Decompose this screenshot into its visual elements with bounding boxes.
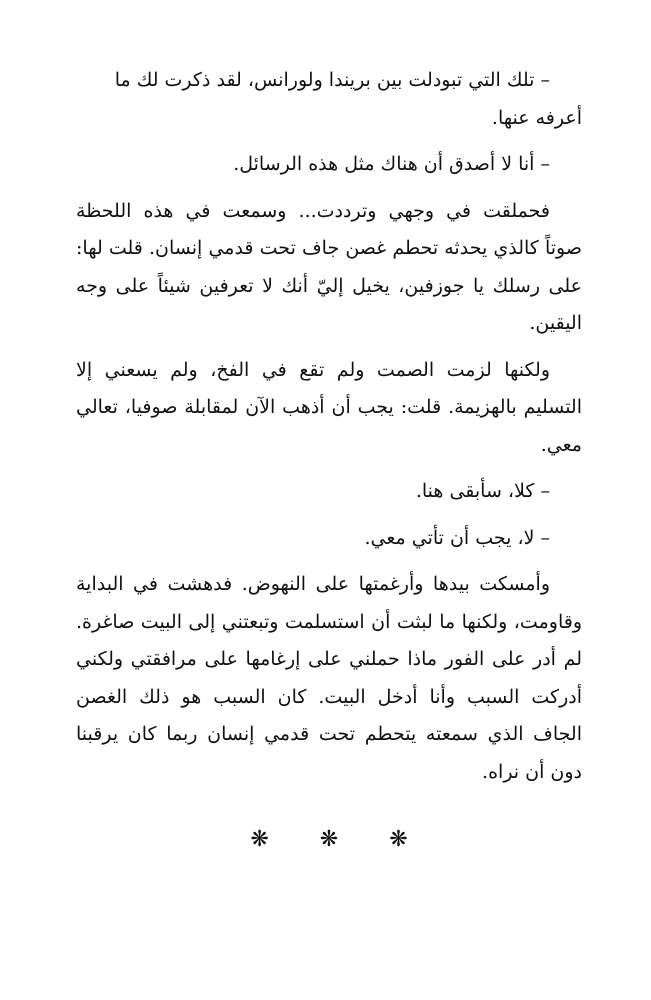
paragraph-1: – تلك التي تبودلت بين بريندا ولورانس، لقد ذكرت لك ما أعرفه عنها. xyxy=(114,69,582,129)
paragraph-3: فحملقت في وجهي وترددت... وسمعت في هذه اللحظة صوتاً كالذي يحدثه تحطم غصن جاف تحت قدمي إنسان. قلت لها: على رسلك يا جوزفين، يخيل إليّ أنك لا تعرفين شيئاً على وجه اليقين. xyxy=(76,199,582,334)
paragraph-7: وأمسكت بيدها وأرغمتها على النهوض. فدهشت في البداية وقاومت، ولكنها ما لبثت أن استسلمت وتبعتني إلى البيت صاغرة. لم أدر على الفور ماذا حملني على إرغامها على مرافقتي ولكني أدركت السبب وأنا أدخل البيت. كان السبب هو ذلك الغصن الجاف الذي سمعته يتحطم تحت قدمي إنسان ربما كان يرقبنا دون أن نراه. xyxy=(76,573,582,783)
paragraph-5: – كلا، سأبقى هنا. xyxy=(415,480,550,502)
paragraph-4: ولكنها لزمت الصمت ولم تقع في الفخ، ولم يسعني إلا التسليم بالهزيمة. قلت: يجب أن أذهب الآن لمقابلة صوفيا، تعالي معي. xyxy=(76,358,582,456)
book-page xyxy=(76,62,582,859)
paragraph-6: – لا، يجب أن تأتي معي. xyxy=(364,526,550,549)
section-separator: ❋ ❋ ❋ xyxy=(250,827,430,852)
paragraph-2: – أنا لا أصدق أن هناك مثل هذه الرسائل. xyxy=(233,153,550,175)
